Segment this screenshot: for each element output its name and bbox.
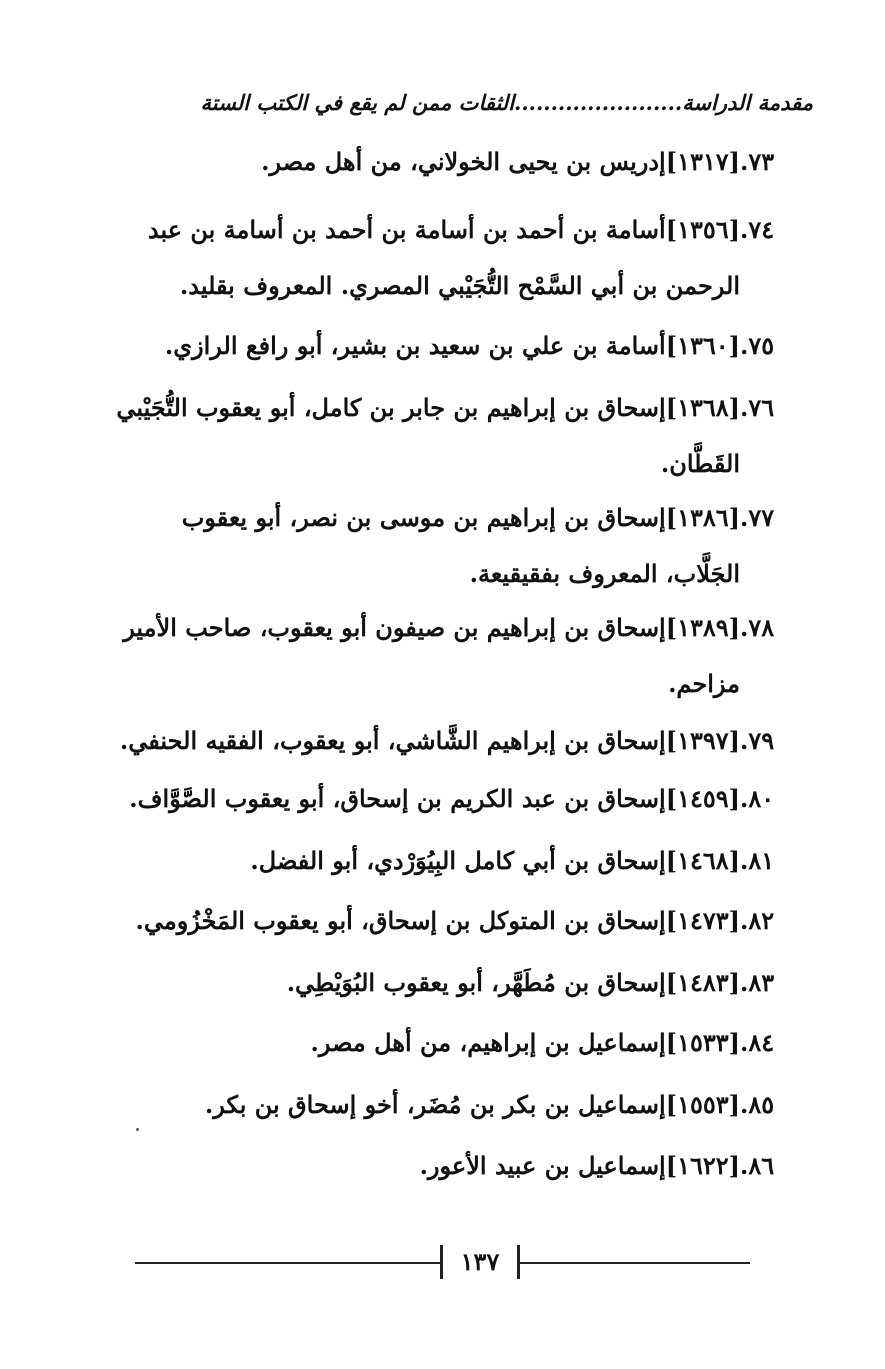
entry-number: ٨٤. [740, 1028, 775, 1057]
entry-83 [287, 955, 790, 1011]
entry-76 [116, 380, 790, 492]
page-number: ١٣٧ [440, 1245, 520, 1279]
entry-text: إسحاق بن إبراهيم بن موسى بن نصر، أبو يعقوب [181, 503, 666, 532]
entry-number: ٧٨. [740, 613, 775, 642]
entry-text-continued: مزاحم. [668, 669, 740, 698]
entry-number: ٨٣. [740, 968, 775, 997]
scan-speck [136, 1128, 139, 1131]
entry-reference: [١٣٩٧] [665, 726, 740, 755]
entry-text: إسحاق بن إبراهيم بن جابر بن كامل، أبو يعقوب التُّجَيْبي [116, 393, 666, 422]
entry-number: ٧٧. [740, 503, 775, 532]
entry-text: أسامة بن علي بن سعيد بن بشير، أبو رافع الرازي. [164, 331, 666, 360]
entry-77 [182, 490, 790, 602]
entry-number: ٧٦. [740, 393, 775, 422]
footer-rule-right [520, 1262, 750, 1264]
entry-text: إسحاق بن المتوكل بن إسحاق، أبو يعقوب المَخْزُومي. [135, 906, 666, 935]
entry-number: ٨٠. [740, 784, 775, 813]
entry-reference: [١٤٦٨] [665, 846, 740, 875]
entry-text: إدريس بن يحيى الخولاني، من أهل مصر. [261, 147, 666, 176]
running-header: مقدمة الدراسة.......................الثقات ممن لم يقع في الكتب الستة [200, 90, 813, 115]
entry-74 [148, 202, 790, 314]
entry-reference: [١٣٨٩] [665, 613, 740, 642]
entry-reference: [١٥٥٣] [665, 1090, 740, 1119]
entry-reference: [١٤٥٩] [665, 784, 740, 813]
entry-81 [250, 833, 790, 889]
entry-number: ٧٥. [740, 331, 775, 360]
entry-text: إسماعيل بن عبيد الأعور. [419, 1151, 666, 1180]
entry-text: أسامة بن أحمد بن أسامة بن أحمد بن أسامة بن عبد [147, 215, 666, 244]
entry-number: ٧٤. [740, 215, 775, 244]
entry-78 [123, 600, 790, 712]
entry-text: إسحاق بن عبد الكريم بن إسحاق، أبو يعقوب الصَّوَّاف. [129, 784, 666, 813]
entry-text: إسماعيل بن بكر بن مُضَر، أخو إسحاق بن بكر. [204, 1090, 666, 1119]
entry-text: إسماعيل بن إبراهيم، من أهل مصر. [310, 1028, 666, 1057]
entry-reference: [١٣١٧] [665, 147, 740, 176]
entry-reference: [١٣٥٦] [665, 215, 740, 244]
entry-text-continued: القَطَّان. [660, 449, 740, 478]
entry-85 [205, 1077, 790, 1133]
entry-79 [120, 713, 790, 769]
entry-text-continued: الجَلَّاب، المعروف بفقيقيعة. [469, 559, 740, 588]
entry-reference: [١٣٦٠] [665, 331, 740, 360]
entry-number: ٧٩. [740, 726, 775, 755]
entry-text-continued: الرحمن بن أبي السَّمْح التُّجَيْبي المصري. المعروف بقليد. [179, 271, 740, 300]
entry-82 [136, 893, 790, 949]
entry-text: إسحاق بن إبراهيم الشَّاشي، أبو يعقوب، الفقيه الحنفي. [119, 726, 666, 755]
entry-73 [261, 134, 790, 190]
entry-text: إسحاق بن أبي كامل البِيُوَرْدي، أبو الفضل. [250, 846, 666, 875]
entry-reference: [١٤٧٣] [665, 906, 740, 935]
entry-number: ٨٦. [740, 1151, 775, 1180]
entry-reference: [١٥٣٣] [665, 1028, 740, 1057]
entry-text: إسحاق بن مُطَهَّر، أبو يعقوب البُوَيْطِي. [286, 968, 666, 997]
entry-84 [311, 1015, 790, 1071]
entry-80 [129, 771, 790, 827]
entry-86 [420, 1138, 790, 1194]
entry-number: ٨١. [740, 846, 775, 875]
entry-text: إسحاق بن إبراهيم بن صيفون أبو يعقوب، صاحب الأمير [123, 613, 666, 642]
entry-reference: [١٦٢٢] [665, 1151, 740, 1180]
entry-number: ٨٢. [740, 906, 775, 935]
entry-reference: [١٣٦٨] [665, 393, 740, 422]
entry-75 [165, 318, 790, 374]
entry-number: ٨٥. [740, 1090, 775, 1119]
footer-rule-left [135, 1262, 440, 1264]
entry-number: ٧٣. [740, 147, 775, 176]
entry-reference: [١٤٨٣] [665, 968, 740, 997]
entry-reference: [١٣٨٦] [665, 503, 740, 532]
